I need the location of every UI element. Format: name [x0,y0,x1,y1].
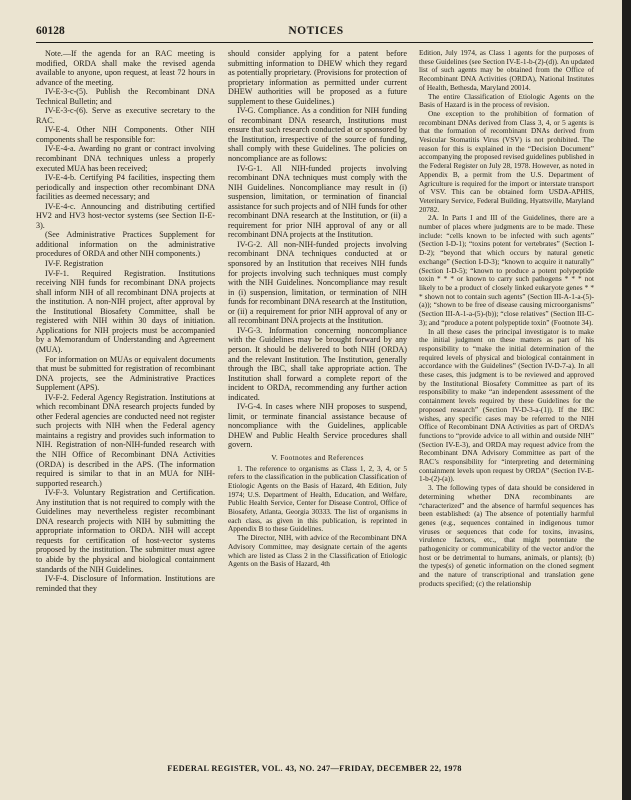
paragraph: IV-G. Compliance. As a condition for NIH funding of recombinant DNA research, Institutions must ensure that such research conducted at or sponsored by the Institution, irrespective of the source of funding, shall comply with these Guidelines. The policies on noncompliance are as follows: [228,106,407,164]
paragraph: IV-F-4. Disclosure of Information. Institutions are reminded that they [36,574,215,593]
paragraph: IV-E-3-c-(5). Publish the Recombinant DNA Technical Bulletin; and [36,87,215,106]
paragraph: IV-F. Registration [45,259,104,269]
paragraph: IV-G-3. Information concerning noncompliance with the Guidelines may be brought forward by any person. It should be delivered to both NIH (ORDA) and the relevant Institution. The Institution, generally through the IBC, shall take appropriate action. The Institution shall forward a complete report of the incident to ORDA, recommending any further action indicated. [228,325,407,402]
footnote: The entire Classification of Etiologic Agents on the Basis of Hazard is in the process of revision. [419,91,594,110]
paragraph: IV-E-4-b. Certifying P4 facilities, inspecting them periodically and inspection other recombinant DNA facilities as deemed necessary; and [36,173,215,202]
paragraph: IV-G-1. All NIH-funded projects involving recombinant DNA techniques must comply with the NIH Guidelines. Noncompliance may result in (i) suspension, limitation, or termination of financial assistance for such projects and of NIH funds for other recombinant DNA research at the Institution, or (ii) a requirement for prior NIH approval of any or all recombinant DNA projects at the Institution. [228,163,407,240]
paragraph: IV-G-2. All non-NIH-funded projects involving recombinant DNA techniques conducted at or sponsored by an Institution that receives NIH funds for projects involving such techniques must comply with the NIH Guidelines. Noncompliance may result in (i) suspension, limitation, or termination of NIH funds for recombinant DNA research at the Institution, or (ii) a requirement for prior NIH approval of any or all recombinant DNA projects at the Institution. [228,239,407,326]
paragraph: Note.—If the agenda for an RAC meeting is modified, ORDA shall make the revised agenda available to anyone, upon request, at least 72 hours in advance of the meeting. [36,49,215,87]
page-number: 60128 [36,25,65,37]
paragraph: IV-E-4-c. Announcing and distributing certified HV2 and HV3 host-vector systems (see Section II-E-3). [36,201,215,230]
footnote: In all these cases the principal investigator is to make the initial judgment on these matters as part of his responsibility to “make the initial determination of the required levels of physical and biological containment in accordance with the Guidelines” (Section IV-D-7-a). In all these cases, this judgment is to be reviewed and approved by the Institutional Biosafety Committee as part of its responsibility to make “an independent assessment of the containment levels required by these Guidelines for the proposed research” (Section IV-D-3-a-(1)). If the IBC wishes, any specific cases may be referred to the NIH Office of Recombinant DNA Activities as part of ORDA’s functions to “provide advice to all within and outside NIH” (Section IV-E-3), and ORDA may request advice from the Recombinant DNA Advisory Committee as part of the RAC’s responsibility for “interpreting and determining containment levels upon request by ORDA” (Section IV-E-1-b-(2)-(a)). [419,326,594,484]
paragraph: should consider applying for a patent before submitting information to DHEW which they regard as potentially proprietary. (Provisions for protection of proprietary information as permitted under current DHEW authorities will be proposed as a future supplement to these Guidelines.) [228,49,407,106]
text-column-3 [419,49,594,757]
header-divider [36,42,593,43]
page-footer: FEDERAL REGISTER, VOL. 43, NO. 247—FRIDAY, DECEMBER 22, 1978 [167,764,462,773]
paragraph: IV-F-1. Required Registration. Institutions receiving NIH funds for recombinant DNA projects shall inform NIH of all recombinant DNA projects at the institution. A non-NIH project, after approval by the Institutional Biosafety Committee, shall be registered with NIH within 30 days of initiation. Applications for NIH projects must be accompanied by a Memorandum of Understanding and Agreement (MUA). [36,268,215,354]
footnote: The Director, NIH, with advice of the Recombinant DNA Advisory Committee, may designate certain of the agents which are listed as Class 2 in the Classification of Etiologic Agents on the Basis of Hazard, 4th [228,533,407,569]
paragraph: IV-F-3. Voluntary Registration and Certification. Any institution that is not required to comply with the Guidelines may nevertheless register recombinant DNA research projects with NIH by submitting the appropriate information to ORDA. NIH will accept requests for certification of host-vector systems proposed by the institution. The submitter must agree to abide by the physical and biological containment standards of the NIH Guidelines. [36,488,215,574]
section-title: NOTICES [288,25,344,37]
footnote: Edition, July 1974, as Class 1 agents for the purposes of these Guidelines (see Section IV-E-1-b-(2)-(d)). An updated list of such agents may be obtained from the Office of Recombinant DNA Activities (ORDA), National Institutes of Health, Bethesda, Maryland 20014. [419,49,594,92]
paragraph: IV-F-2. Federal Agency Registration. Institutions at which recombinant DNA research projects funded by other Federal agencies are conducted need not register such projects with NIH when the Federal agency maintains a registry and provides such information to NIH. Registration of non-NIH-funded research with the NIH Office of Recombinant DNA Activities (ORDA) is described in the APS. (The information required is similar to that in an MUA for NIH-supported research.) [36,392,215,488]
paragraph: IV-E-3-c-(6). Serve as executive secretary to the RAC. [36,106,215,125]
page-header [36,25,596,41]
footnote: One exception to the prohibition of formation of recombinant DNAs derived from Class 3, 4, or 5 agents is that the formation of recombinant DNAs derived from Vesicular Stomatitis Virus (VSV) is not prohibited. The reason for this is explained in the “Decision Document” accompanying the proposed revised guidelines published in the Federal Register on July 28, 1978. However, as noted in Appendix B, a permit from the U.S. Department of Agriculture is required for the import or interstate transport of VSV. This can be obtained form USDA-APHIS, Veterinary Service, Federal Building, Hyattsville, Maryland 20782. [419,108,594,214]
footnote: 3. The following types of data should be considered in determining whether DNA recombinants are “characterized” and the absence of harmful sequences has been established: (a) The absence of potentially harmful genes (e.g., sequences contained in indigenous tumor viruses or sequences that code for toxins, invasins, virulence factors, etc., that might potentiate the pathogenicity or communicability of the vector and/or the host or be detrimental to humans, animals, or plants); (b) the types(s) of genetic information on the cloned segment and the nature of transcriptional and translation gene products specified; (c) the relationship [419,483,594,588]
scan-edge [622,0,631,800]
paragraph: IV-E-4. Other NIH Components. Other NIH components shall be responsible for: [36,125,215,144]
text-column-1 [36,49,215,757]
paragraph: For information on MUAs or equivalent documents that must be submitted for registration of recombinant DNA projects, see the Administrative Practices Supplement (APS). [36,354,215,393]
paragraph: IV-E-4-a. Awarding no grant or contract involving recombinant DNA techniques unless a properly executed MUA has been received; [36,144,215,173]
paragraph: (See Administrative Practices Supplement for additional information on the administrative procedures of ORDA and other NIH components.) [36,230,215,259]
footnote: 1. The reference to organisms as Class 1, 2, 3, 4, or 5 refers to the classification in the publication Classification of Etiologic Agents on the Basis of Hazard, 4th Edition, July 1974; U.S. Department of Health, Education, and Welfare, Public Health Service, Center for Disease Control, Office of Biosafety, Atlanta, Georgia 30333. The list of organisms in each class, as given in this publication, is reprinted in Appendix B to these Guidelines. [228,463,407,534]
footnote: 2A. In Parts I and III of the Guidelines, there are a number of places where judgments are to be made. These include: “cells known to be infected with such agents” (Section I-D-1); “toxins potent for vertebrates” (Section I-D-2); “beyond that which occurs by natural genetic exchange” (Section I-D-3); “known to acquire it naturally” (Section I-D-5); “known to produce a potent polypeptide toxin * * * or known to carry such pathogens * * * not likely to be a product of closely linked eukaryote genes * * * shown not to contain such agents” (Section III-A-1-a-(5)-(a)); “shown to be free of disease causing microorganisms” (Section III-A-1-a-(5)-(b)); “close relatives” (Section III-C-3); and “produce a potent polypeptide toxin” (Footnote 34). [419,213,594,327]
paragraph: IV-G-4. In cases where NIH proposes to suspend, limit, or terminate financial assistance because of noncompliance with the Guidelines, applicable DHEW and Public Health Service procedures shall govern. [228,402,407,450]
section-heading: V. Footnotes and References [271,452,364,462]
text-column-2 [228,49,407,757]
